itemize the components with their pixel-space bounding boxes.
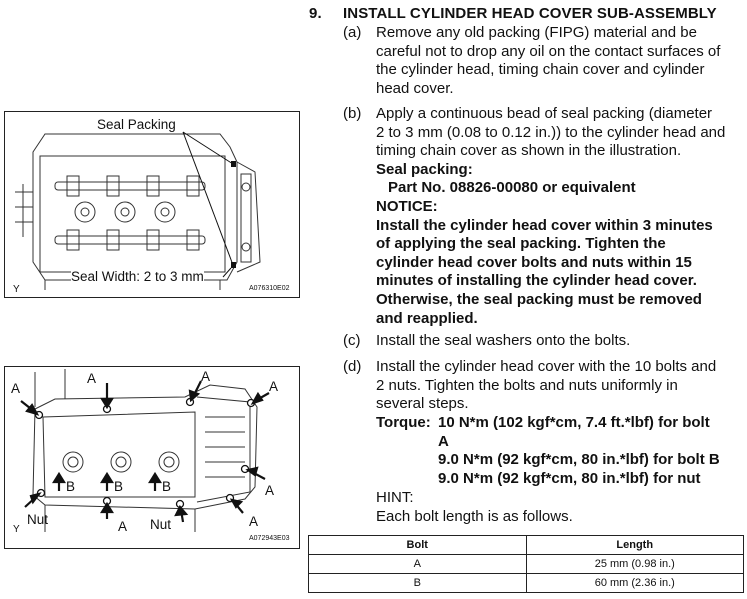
text-line: Remove any old packing (FIPG) material and be bbox=[376, 24, 697, 41]
notice-line: cylinder head cover bolts and nuts within 15 bbox=[376, 253, 692, 271]
bolt-b-label: B bbox=[162, 479, 172, 494]
hint-text: Each bolt length is as follows. bbox=[376, 508, 573, 525]
torque-line: 9.0 N*m (92 kgf*cm, 80 in.*lbf) for nut bbox=[438, 469, 701, 487]
sub-c-label: (c) bbox=[343, 332, 361, 349]
table-header-row bbox=[309, 536, 744, 555]
corner-mark: Y bbox=[13, 524, 20, 535]
text-line: 2 nuts. Tighten the bolts and nuts uniformly in bbox=[376, 376, 678, 394]
notice-line: of applying the seal packing. Tighten the bbox=[376, 235, 666, 253]
torque-line: 10 N*m (102 kgf*cm, 7.4 ft.*lbf) for bolt bbox=[438, 414, 710, 431]
figure-seal-packing bbox=[4, 111, 300, 298]
length-cell: 25 mm (0.98 in.) bbox=[526, 555, 744, 574]
bolt-b-label: B bbox=[114, 479, 124, 494]
bolt-cell: A bbox=[309, 555, 527, 574]
text-line: Apply a continuous bead of seal packing (diameter bbox=[376, 105, 713, 122]
bolt-a-label: A bbox=[11, 381, 21, 396]
sub-c-text: Install the seal washers onto the bolts. bbox=[376, 332, 631, 349]
figure-bolt-locations bbox=[4, 366, 300, 549]
text-line: several steps. bbox=[376, 395, 469, 413]
seal-width-label: Seal Width: 2 to 3 mm bbox=[71, 269, 204, 284]
column-header-bolt: Bolt bbox=[309, 536, 527, 555]
column-header-length: Length bbox=[526, 536, 744, 555]
sub-a-label: (a) bbox=[343, 24, 362, 41]
sub-d-text bbox=[376, 358, 716, 414]
bolt-b-label: B bbox=[66, 479, 76, 494]
notice-title: NOTICE: bbox=[376, 197, 438, 215]
torque-line: 9.0 N*m (92 kgf*cm, 80 in.*lbf) for bolt B bbox=[438, 451, 720, 469]
text-line: the cylinder head, timing chain cover and cylinder bbox=[376, 61, 705, 79]
table-row bbox=[309, 555, 744, 574]
sub-a-text bbox=[376, 24, 720, 98]
length-cell: 60 mm (2.36 in.) bbox=[526, 574, 744, 593]
sub-b-label: (b) bbox=[343, 105, 362, 122]
torque-values bbox=[438, 414, 720, 488]
bolt-a-label: A bbox=[249, 514, 259, 529]
part-number: Part No. 08826-00080 or equivalent bbox=[388, 179, 636, 197]
bolt-a-label: A bbox=[118, 519, 128, 534]
notice-line: and reapplied. bbox=[376, 309, 478, 327]
bolt-a-label: A bbox=[269, 379, 279, 394]
notice-line: minutes of installing the cylinder head cover. bbox=[376, 272, 697, 290]
text-line: Install the cylinder head cover with the 10 bolts and bbox=[376, 358, 717, 375]
bolt-a-label: A bbox=[87, 371, 97, 386]
seal-packing-label: Seal Packing bbox=[97, 117, 176, 132]
bolt-length-table bbox=[308, 535, 744, 593]
bolt-a-label: A bbox=[201, 369, 211, 384]
notice-line: Install the cylinder head cover within 3 minutes bbox=[376, 216, 713, 234]
text-line: head cover. bbox=[376, 79, 454, 97]
nut-label: Nut bbox=[27, 512, 49, 527]
bolt-cell: B bbox=[309, 574, 527, 593]
step-title: INSTALL CYLINDER HEAD COVER SUB-ASSEMBLY bbox=[343, 5, 717, 22]
figure-code: A072943E03 bbox=[249, 535, 290, 542]
torque-label: Torque: bbox=[376, 414, 431, 431]
nut-label: Nut bbox=[150, 517, 172, 532]
corner-mark: Y bbox=[13, 284, 20, 295]
text-line: 2 to 3 mm (0.08 to 0.12 in.)) to the cylinder head and bbox=[376, 123, 726, 141]
text-line: timing chain cover as shown in the illustration. bbox=[376, 142, 682, 160]
seal-packing-title: Seal packing: bbox=[376, 160, 473, 178]
step-number: 9. bbox=[309, 5, 322, 22]
sub-d-label: (d) bbox=[343, 358, 362, 375]
figure-code: A076310E02 bbox=[249, 285, 290, 292]
text-line: careful not to drop any oil on the contact surfaces of bbox=[376, 42, 721, 60]
bolt-a-label: A bbox=[265, 483, 275, 498]
notice-line: Otherwise, the seal packing must be removed bbox=[376, 290, 702, 308]
table-row bbox=[309, 574, 744, 593]
sub-b-text bbox=[376, 105, 725, 328]
torque-line: A bbox=[438, 432, 449, 450]
hint-title: HINT: bbox=[376, 489, 414, 506]
